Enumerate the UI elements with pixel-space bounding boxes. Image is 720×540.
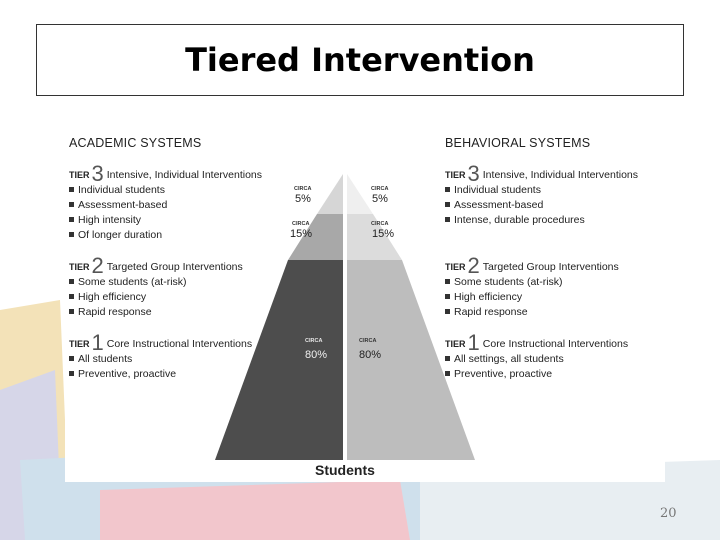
circa-label: CIRCA xyxy=(371,221,389,227)
title-box xyxy=(36,24,684,96)
academic-tier1-bullet: Preventive, proactive xyxy=(69,368,176,380)
pyramid-base-label: Students xyxy=(315,462,375,478)
circa-label: CIRCA xyxy=(294,186,312,192)
academic-tier3-bullet: Of longer duration xyxy=(69,229,162,241)
right-tier2-percent: 15% xyxy=(372,228,395,240)
tier-word: TIER xyxy=(69,170,90,180)
behavioral-tier2-bullet: High efficiency xyxy=(445,291,522,303)
behavioral-tier3-bullet: Intense, durable procedures xyxy=(445,214,585,226)
behavioral-tier2-heading xyxy=(445,250,619,276)
tier-name: Core Instructional Interventions xyxy=(482,338,629,350)
slide-title: Tiered Intervention xyxy=(185,41,535,79)
tier-name: Intensive, Individual Interventions xyxy=(106,169,263,181)
behavioral-heading: BEHAVIORAL SYSTEMS xyxy=(445,136,591,150)
academic-tier3-bullet: High intensity xyxy=(69,214,141,226)
behavioral-tier3-bullet: Assessment-based xyxy=(445,199,543,211)
academic-tier3-bullet: Individual students xyxy=(69,184,165,196)
academic-tier2-bullet: High efficiency xyxy=(69,291,146,303)
tier-word: TIER xyxy=(69,262,90,272)
tier-name: Intensive, Individual Interventions xyxy=(482,169,639,181)
tier-word: TIER xyxy=(69,339,90,349)
tier-name: Targeted Group Interventions xyxy=(482,261,619,273)
behavioral-tier2-bullet: Some students (at-risk) xyxy=(445,276,563,288)
academic-tier2-bullet: Some students (at-risk) xyxy=(69,276,187,288)
academic-tier2-bullet: Rapid response xyxy=(69,306,152,318)
behavioral-tier1-heading xyxy=(445,327,628,353)
behavioral-tier3-bullet: Individual students xyxy=(445,184,541,196)
behavioral-tier1-bullet: Preventive, proactive xyxy=(445,368,552,380)
page-number: 20 xyxy=(660,506,677,521)
circa-label: CIRCA xyxy=(292,221,310,227)
circa-label: CIRCA xyxy=(305,338,323,344)
tier-number: 2 xyxy=(91,253,104,278)
tier-name: Targeted Group Interventions xyxy=(106,261,243,273)
right-tier1-percent: 80% xyxy=(359,349,382,361)
circa-label: CIRCA xyxy=(359,338,377,344)
tier-word: TIER xyxy=(445,339,466,349)
left-tier1-percent: 80% xyxy=(305,349,328,361)
pyramid-left-tier3 xyxy=(317,174,343,214)
tier-word: TIER xyxy=(445,170,466,180)
left-tier3-percent: 5% xyxy=(295,193,311,205)
tier-number: 3 xyxy=(91,161,104,186)
circa-label: CIRCA xyxy=(371,186,389,192)
behavioral-tier1-bullet: All settings, all students xyxy=(445,353,564,365)
right-tier3-percent: 5% xyxy=(372,193,388,205)
tier-number: 1 xyxy=(467,330,480,355)
academic-tier1-bullet: All students xyxy=(69,353,132,365)
tier-word: TIER xyxy=(445,262,466,272)
pyramid-right-tier3 xyxy=(347,174,373,214)
tier-number: 1 xyxy=(91,330,104,355)
tier-name: Core Instructional Interventions xyxy=(106,338,253,350)
behavioral-tier3-heading xyxy=(445,158,638,184)
tiered-diagram xyxy=(65,128,665,482)
behavioral-tier2-bullet: Rapid response xyxy=(445,306,528,318)
tier-number: 3 xyxy=(467,161,480,186)
pyramid xyxy=(215,174,475,460)
academic-heading: ACADEMIC SYSTEMS xyxy=(69,136,202,150)
left-tier2-percent: 15% xyxy=(290,228,313,240)
tier-number: 2 xyxy=(467,253,480,278)
academic-tier3-bullet: Assessment-based xyxy=(69,199,167,211)
